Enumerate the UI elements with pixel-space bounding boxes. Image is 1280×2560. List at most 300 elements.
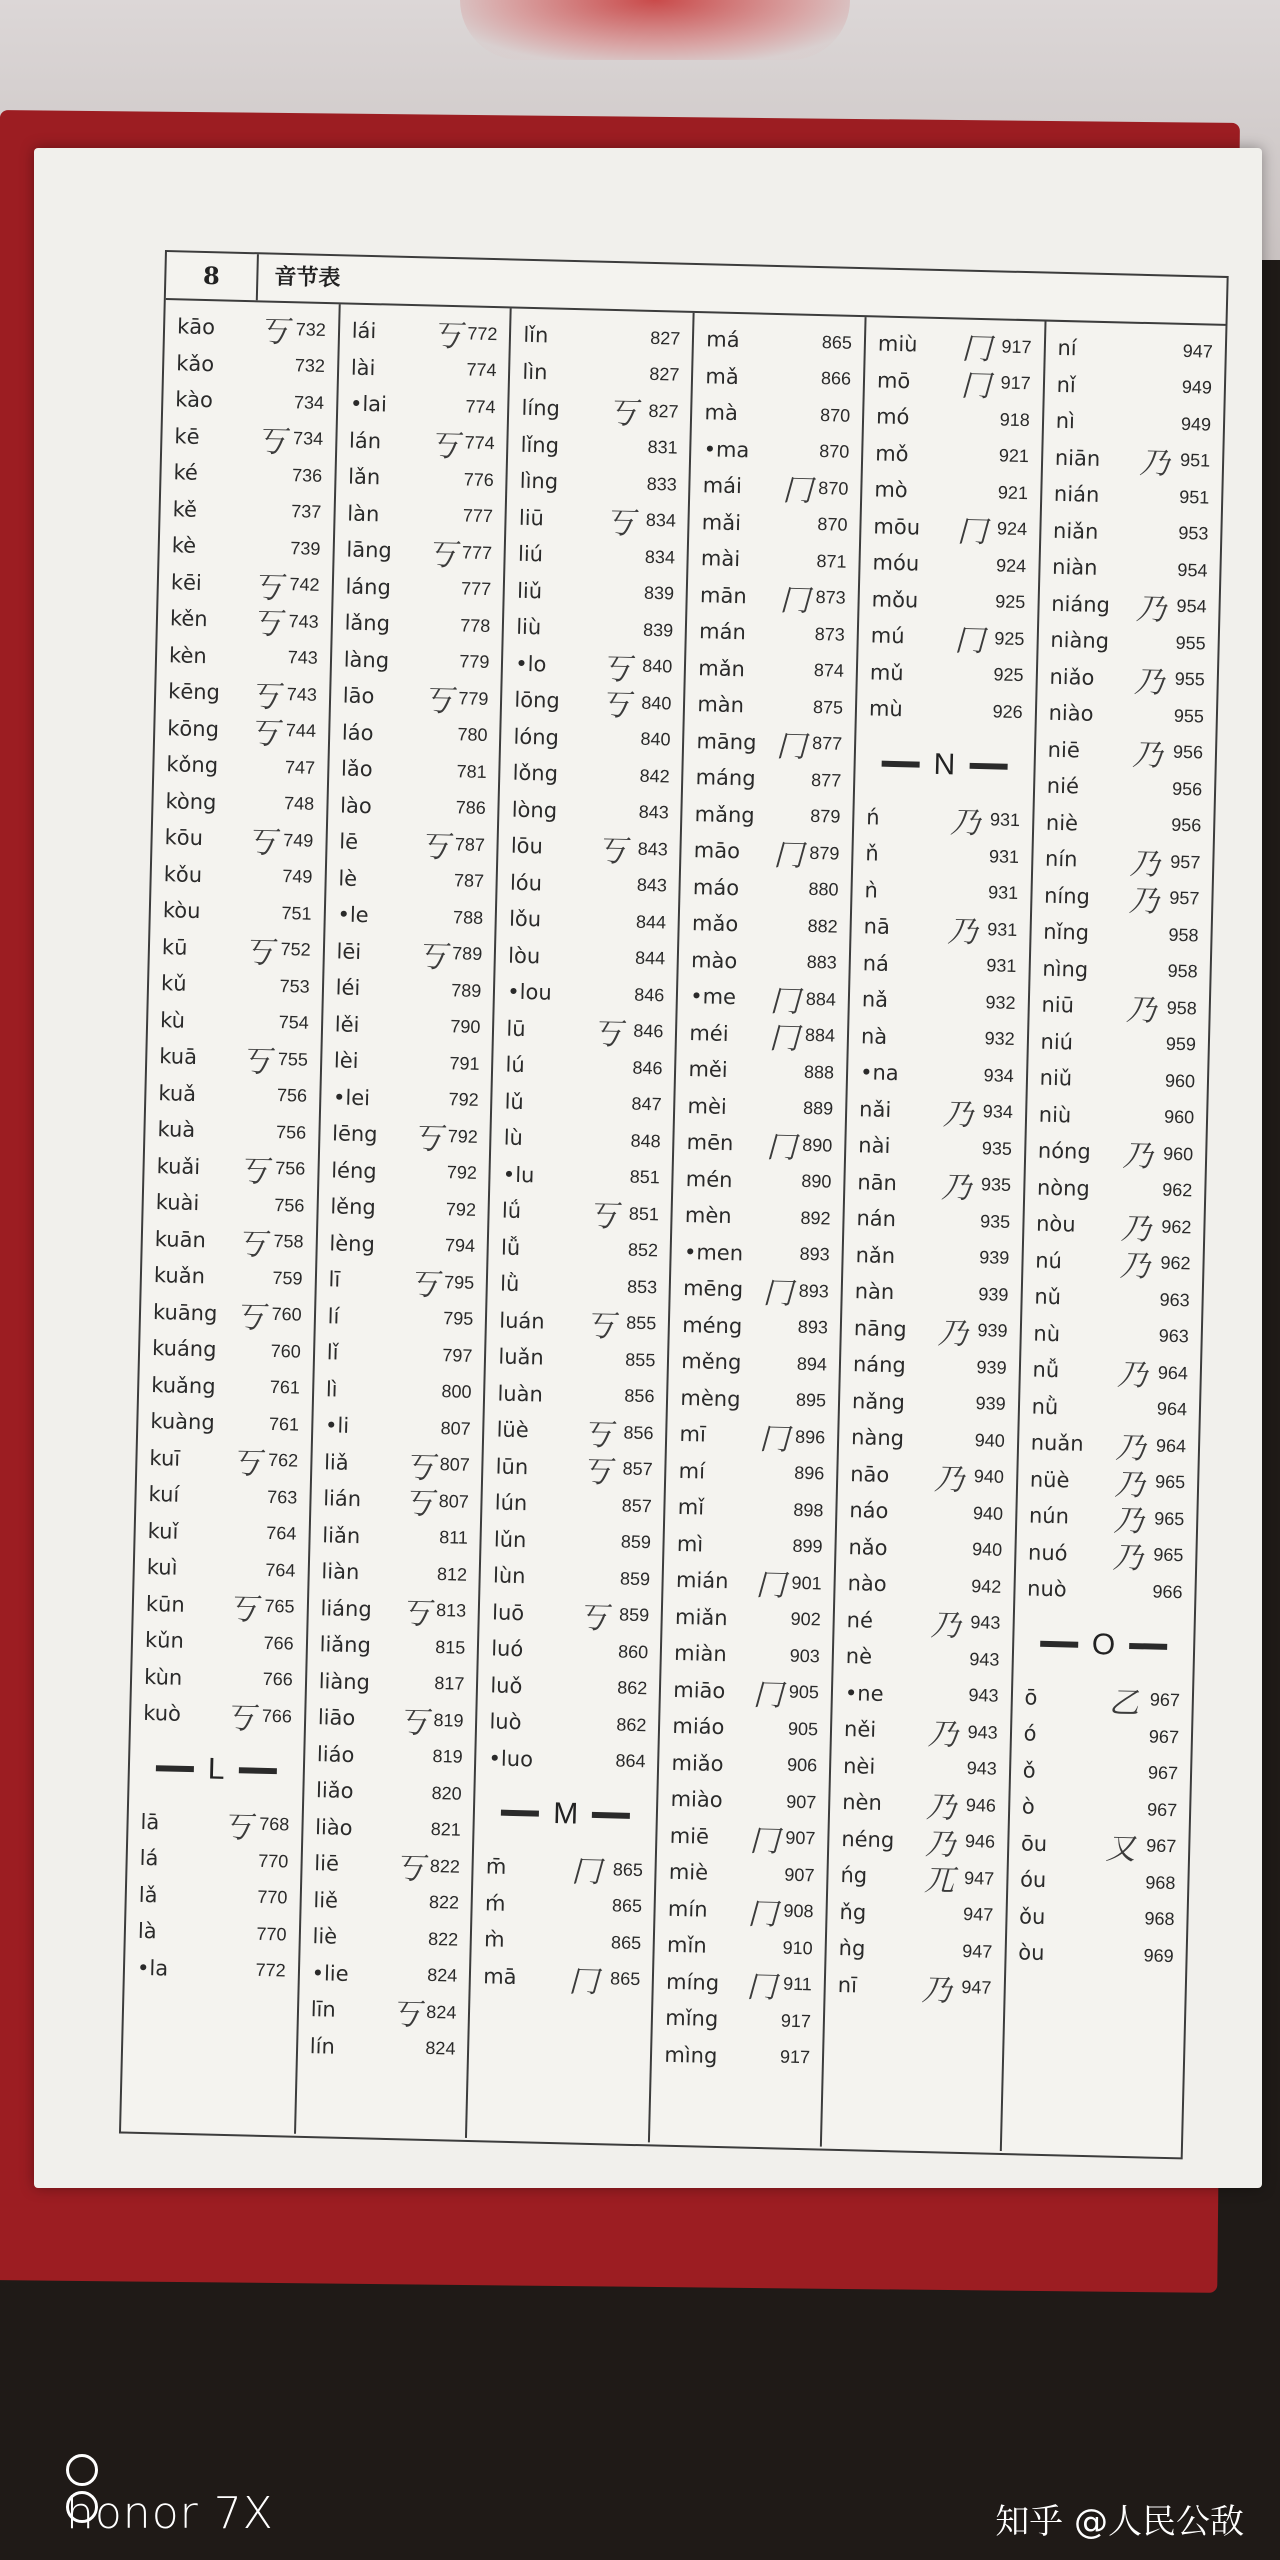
syllable-pinyin: kuāng [152,1299,218,1326]
handwritten-note [937,965,987,966]
handwritten-note: 乃 [942,1097,974,1133]
handwritten-note [1128,496,1179,497]
handwritten-note: 丂 [235,1226,267,1263]
page-reference: 807 [438,1490,470,1512]
page-reference: 844 [634,947,666,969]
syllable-row [331,1115,479,1158]
handwritten-note: 丂 [580,1454,612,1491]
syllable-row [147,1512,297,1552]
syllable-pinyin: lóu [509,870,543,896]
handwritten-note [403,1245,445,1246]
page-reference: 875 [812,696,844,718]
page-reference: 732 [294,355,326,377]
handwritten-note [597,337,650,338]
syllable-pinyin: nǜ [1031,1394,1059,1419]
page-reference: 940 [974,1429,1006,1451]
syllable-row [870,617,1025,660]
page-reference: 770 [258,1850,289,1872]
handwritten-note [416,734,458,735]
handwritten-note: 乃 [1119,1248,1151,1285]
page-reference: 946 [965,1794,997,1816]
syllable-row [672,1708,819,1748]
handwritten-note [913,1950,963,1951]
syllable-row [137,1949,287,1989]
syllable-pinyin: liū [518,505,545,531]
handwritten-note [946,601,996,602]
syllable-pinyin: kuà [157,1117,196,1143]
page-reference: 824 [426,2001,457,2023]
page-reference: 890 [801,1171,832,1192]
syllable-pinyin: mǎi [701,509,742,535]
syllable-row [876,398,1031,438]
syllable-pinyin: niú [1040,1029,1074,1055]
syllable-row [1056,366,1212,406]
syllable-pinyin: óu [1019,1867,1047,1893]
handwritten-note [231,1131,276,1132]
syllable-row [853,1310,1008,1350]
page-reference: 754 [278,1012,310,1033]
syllable-row [316,1772,463,1812]
section-rule [1040,1640,1078,1647]
handwritten-note [746,1764,788,1765]
syllable-pinyin: kuì [146,1555,178,1580]
syllable-pinyin: mǔ [869,660,904,685]
syllable-row [514,682,672,722]
syllable-pinyin: nüè [1029,1467,1070,1493]
page-reference: 824 [426,1965,458,1986]
syllable-row [326,1334,473,1374]
handwritten-note [391,1756,433,1757]
handwritten-note [775,560,817,561]
handwritten-note: 冂 [775,728,807,765]
handwritten-note [390,1792,432,1793]
syllable-pinyin: lōng [514,687,561,714]
syllable-row [696,723,843,763]
handwritten-note: 丂 [250,606,282,643]
syllable-row [137,1913,287,1953]
handwritten-note [756,1327,798,1328]
page-reference: 789 [451,943,483,965]
handwritten-note [421,515,463,516]
page-reference: 755 [277,1048,309,1070]
handwritten-note [950,418,1000,419]
handwritten-note [588,738,641,739]
handwritten-note: 冂 [782,473,813,510]
page-reference: 739 [290,537,321,559]
syllable-pinyin: kào [175,387,214,413]
syllable-row [320,1590,467,1630]
page-reference: 777 [460,578,492,600]
syllable-pinyin: lù [503,1125,524,1151]
page-reference: 939 [976,1356,1007,1378]
handwritten-note: 丂 [226,1591,258,1628]
handwritten-note [571,1395,624,1396]
page-reference: 892 [800,1207,831,1229]
page-reference: 748 [283,793,315,815]
syllable-pinyin: mào [690,947,738,973]
handwritten-note [386,1975,428,1976]
page-reference: 905 [787,1718,819,1740]
handwritten-note [925,1439,975,1440]
syllable-pinyin: liě [313,1887,339,1913]
syllable-pinyin: kèn [168,642,208,668]
handwritten-note [922,1585,972,1586]
syllable-row [695,759,842,799]
handwritten-note: 丂 [248,679,280,716]
syllable-pinyin: lǚ [500,1235,521,1260]
syllable-pinyin: méng [681,1312,743,1339]
syllable-row [174,418,324,458]
handwritten-note [780,341,822,342]
syllable-row [1054,439,1211,482]
handwritten-note: 丂 [584,1308,616,1345]
page-reference: 794 [444,1235,476,1257]
handwritten-note [753,1472,795,1473]
page-reference: 797 [442,1344,473,1366]
page-reference: 756 [276,1085,308,1106]
page-reference: 761 [268,1413,300,1435]
page-reference: 792 [448,1089,479,1111]
syllable-pinyin: nún [1028,1503,1070,1529]
page-reference: 931 [987,882,1019,904]
page-reference: 744 [285,720,317,742]
syllable-row [1037,1133,1193,1173]
handwritten-note [748,1655,790,1656]
handwritten-note [584,884,637,885]
syllable-pinyin: liè [312,1924,338,1949]
page-reference: 815 [435,1636,466,1658]
syllable-row [1034,1279,1190,1319]
syllable-row [1051,585,1207,628]
handwritten-note [420,588,462,589]
handwritten-note [771,706,813,707]
page-reference: 756 [274,1194,305,1216]
syllable-pinyin: kě [172,497,198,522]
page-reference: 918 [999,409,1031,430]
handwritten-note: 丂 [237,1153,269,1190]
syllable-pinyin: nǎn [855,1242,896,1268]
syllable-row [869,690,1024,730]
syllable-row [148,1476,298,1516]
syllable-pinyin: mái [702,473,743,499]
page-reference: 758 [273,1231,304,1252]
page-reference: 960 [1162,1143,1194,1165]
page-reference: 965 [1153,1544,1184,1566]
syllable-pinyin: ńg [840,1863,868,1888]
syllable-row [491,1630,649,1670]
page-reference: 743 [287,647,319,669]
page-reference: 822 [427,1928,459,1950]
handwritten-note [237,912,282,913]
page-reference: 779 [458,688,489,709]
page-reference: 968 [1144,1908,1175,1930]
page-reference: 939 [977,1320,1008,1342]
page-reference: 968 [1145,1872,1176,1893]
page-reference: 852 [627,1239,659,1261]
handwritten-note [414,807,456,808]
syllable-row [322,1480,470,1523]
syllable-row [859,1091,1014,1131]
page-reference: 732 [295,318,327,340]
handwritten-note [755,1363,797,1364]
syllable-row [328,1261,475,1304]
syllable-pinyin: lèng [329,1231,376,1257]
syllable-pinyin: lá [139,1846,159,1871]
page-reference: 779 [459,651,490,673]
syllable-pinyin: nāo [850,1461,890,1487]
handwritten-note: 乃 [949,805,981,841]
handwritten-note [759,1217,801,1218]
syllable-row [667,1890,815,1933]
syllable-pinyin: lǔn [493,1527,527,1552]
syllable-pinyin: kuàng [150,1409,215,1435]
syllable-pinyin: kū [161,934,188,960]
page-reference: 889 [802,1098,834,1119]
page-reference: 831 [647,437,678,458]
syllable-row [312,1918,459,1958]
syllable-row [313,1882,460,1922]
syllable-row [1021,1825,1177,1865]
page-reference: 873 [815,587,846,608]
syllable-pinyin: máng [695,765,756,791]
page-reference: 847 [631,1093,662,1115]
handwritten-note [577,1176,630,1177]
syllable-row [523,317,681,357]
syllable-pinyin: mǎn [697,655,746,682]
syllable-pinyin: mián [675,1568,729,1594]
page-reference: 940 [973,1466,1005,1488]
syllable-row [872,544,1027,584]
page-reference: 939 [975,1393,1006,1415]
syllable-pinyin: láng [345,574,392,600]
handwritten-note [402,1318,444,1319]
page-reference: 871 [816,550,847,572]
syllable-row [1032,1352,1188,1392]
page-reference: 958 [1166,997,1198,1019]
syllable-pinyin: niǎn [1052,518,1099,544]
page-reference: 774 [464,432,495,454]
syllable-pinyin: kuān [154,1226,207,1253]
page-reference: 851 [629,1166,661,1188]
handwritten-note [926,1403,976,1404]
page-reference: 967 [1146,1799,1178,1820]
syllable-row [1039,1060,1195,1100]
handwritten-note [769,816,811,817]
handwritten-note [1131,386,1182,387]
page-reference: 955 [1173,705,1205,727]
handwritten-note [247,511,292,512]
syllable-pinyin: mǎo [691,911,739,937]
handwritten-note [1108,1299,1159,1300]
syllable-pinyin: lài [350,355,376,380]
page-reference: 911 [782,1973,813,1995]
page-reference: 856 [623,1422,654,1444]
page-reference: 962 [1161,1216,1192,1238]
handwritten-note [230,1204,275,1205]
syllable-pinyin: móu [872,550,920,576]
page-reference: 888 [803,1061,835,1083]
handwritten-note [762,1108,804,1109]
page-reference: 819 [433,1709,464,1731]
syllable-pinyin: kuǎi [156,1153,201,1179]
handwritten-note [581,994,634,995]
syllable-pinyin: lǎn [347,464,381,490]
syllable-row [1034,1242,1191,1285]
page-reference: 853 [626,1276,658,1298]
syllable-pinyin: lǒu [508,906,542,932]
page-reference: 947 [961,1977,992,1998]
handwritten-note [422,479,464,480]
handwritten-note: 丂 [390,1997,421,2034]
handwritten-note: 乃 [1125,992,1157,1029]
handwritten-note: 乃 [1128,883,1160,920]
handwritten-note [930,1257,980,1258]
page-reference: 840 [641,692,672,714]
handwritten-note [936,1001,986,1002]
syllable-row [669,1817,816,1860]
syllable-pinyin: luàn [497,1381,544,1407]
handwritten-note [752,1509,794,1510]
handwritten-note [939,855,989,856]
syllable-pinyin: nù [1033,1321,1061,1346]
page-reference: 877 [811,733,843,754]
handwritten-note [580,1067,633,1068]
page-reference: 935 [979,1210,1011,1232]
page-reference: 903 [789,1645,821,1667]
page-reference: 943 [966,1758,998,1780]
syllable-pinyin: nǎng [851,1388,906,1415]
handwritten-note: 丂 [600,651,632,688]
page-reference: 859 [619,1568,651,1589]
handwritten-note: 冂 [773,838,804,875]
syllable-pinyin: kēi [170,569,203,595]
handwritten-note: 乃 [1114,1430,1146,1467]
handwritten-note: 丂 [399,1595,431,1632]
syllable-row [167,710,317,750]
camera-watermark: honor 7X [66,2488,274,2539]
page-reference: 866 [820,368,852,390]
syllable-pinyin: nèn [841,1790,883,1816]
syllable-row [856,1200,1011,1240]
page-reference: 843 [637,838,669,860]
syllable-pinyin: kāo [176,314,216,340]
syllable-row [1027,1570,1183,1610]
syllable-row [681,1343,828,1383]
handwritten-note [400,1391,442,1392]
syllable-pinyin: mān [699,582,747,609]
syllable-pinyin: miào [670,1787,723,1813]
syllable-pinyin: mí [678,1458,706,1484]
syllable-pinyin: niǎo [1049,664,1095,690]
handwritten-note [250,365,295,366]
syllable-pinyin: kòu [162,898,201,924]
syllable-row [494,1484,652,1524]
handwritten-note: 乃 [925,1790,957,1827]
syllable-row [873,508,1028,548]
syllable-pinyin: kuā [159,1044,198,1070]
page-reference: 846 [634,984,665,1006]
syllable-pinyin: lüè [496,1417,529,1443]
handwritten-note: 乃 [946,914,978,951]
page-reference: 807 [440,1417,471,1439]
page-reference: 947 [1182,340,1214,362]
syllable-pinyin: mēn [686,1130,734,1156]
syllable-row [1049,658,1206,701]
page-reference: 931 [989,809,1021,831]
section-rule [1129,1642,1167,1649]
handwritten-note [741,1947,783,1948]
syllable-row [1040,1023,1196,1063]
syllable-row [853,1346,1008,1386]
syllable-pinyin: liē [314,1851,340,1876]
handwritten-note: 兀 [923,1863,955,1900]
syllable-row [866,799,1021,839]
handwritten-note [248,474,293,475]
syllable-pinyin: něi [843,1717,877,1743]
page-reference: 843 [638,801,669,823]
syllable-row [331,1152,478,1192]
syllable-row [1043,914,1199,954]
syllable-row [686,1124,833,1164]
handwritten-note: 丂 [221,1809,253,1846]
syllable-row [665,1963,813,2006]
page-reference: 742 [289,574,320,596]
syllable-row [518,499,677,542]
syllable-row [346,532,493,572]
page-reference: 843 [636,874,668,896]
syllable-row [508,937,666,977]
syllable-pinyin: niū [1041,992,1075,1018]
syllable-pinyin: nǎ [861,987,889,1013]
syllable-row [176,308,327,351]
syllable-row [338,860,485,900]
syllable-table [119,250,1229,2159]
page-reference: 924 [996,518,1028,540]
syllable-row [839,1893,994,1933]
handwritten-note [249,401,294,402]
page-reference: 956 [1172,742,1204,763]
handwritten-note: 丂 [242,934,274,971]
page-reference: 967 [1148,1726,1180,1747]
handwritten-note [563,1760,616,1761]
handwritten-note [947,564,997,565]
syllable-pinyin: lí [327,1304,340,1329]
syllable-pinyin: mǎng [694,801,755,828]
page-reference: 931 [987,919,1018,940]
handwritten-note: 冂 [779,582,811,619]
syllable-pinyin: lūn [495,1454,529,1479]
syllable-row [855,1237,1010,1277]
syllable-row [504,1083,662,1123]
syllable-pinyin: lěng [330,1194,377,1220]
syllable-pinyin: nié [1046,773,1080,799]
handwritten-note: 乃 [1129,847,1161,883]
handwritten-note [240,766,285,767]
syllable-row [865,835,1020,875]
page-reference: 851 [628,1203,660,1225]
handwritten-note [1094,1881,1145,1882]
handwritten-note [222,1533,267,1534]
syllable-pinyin: máo [692,874,740,900]
page-reference: 935 [981,1137,1013,1159]
syllable-pinyin: nì [1055,409,1076,434]
page-reference: 774 [466,359,497,381]
page-reference: 811 [439,1527,469,1549]
syllable-row [1054,476,1210,516]
handwritten-note [939,892,989,893]
page-reference: 884 [804,1025,836,1046]
handwritten-note [246,547,291,548]
